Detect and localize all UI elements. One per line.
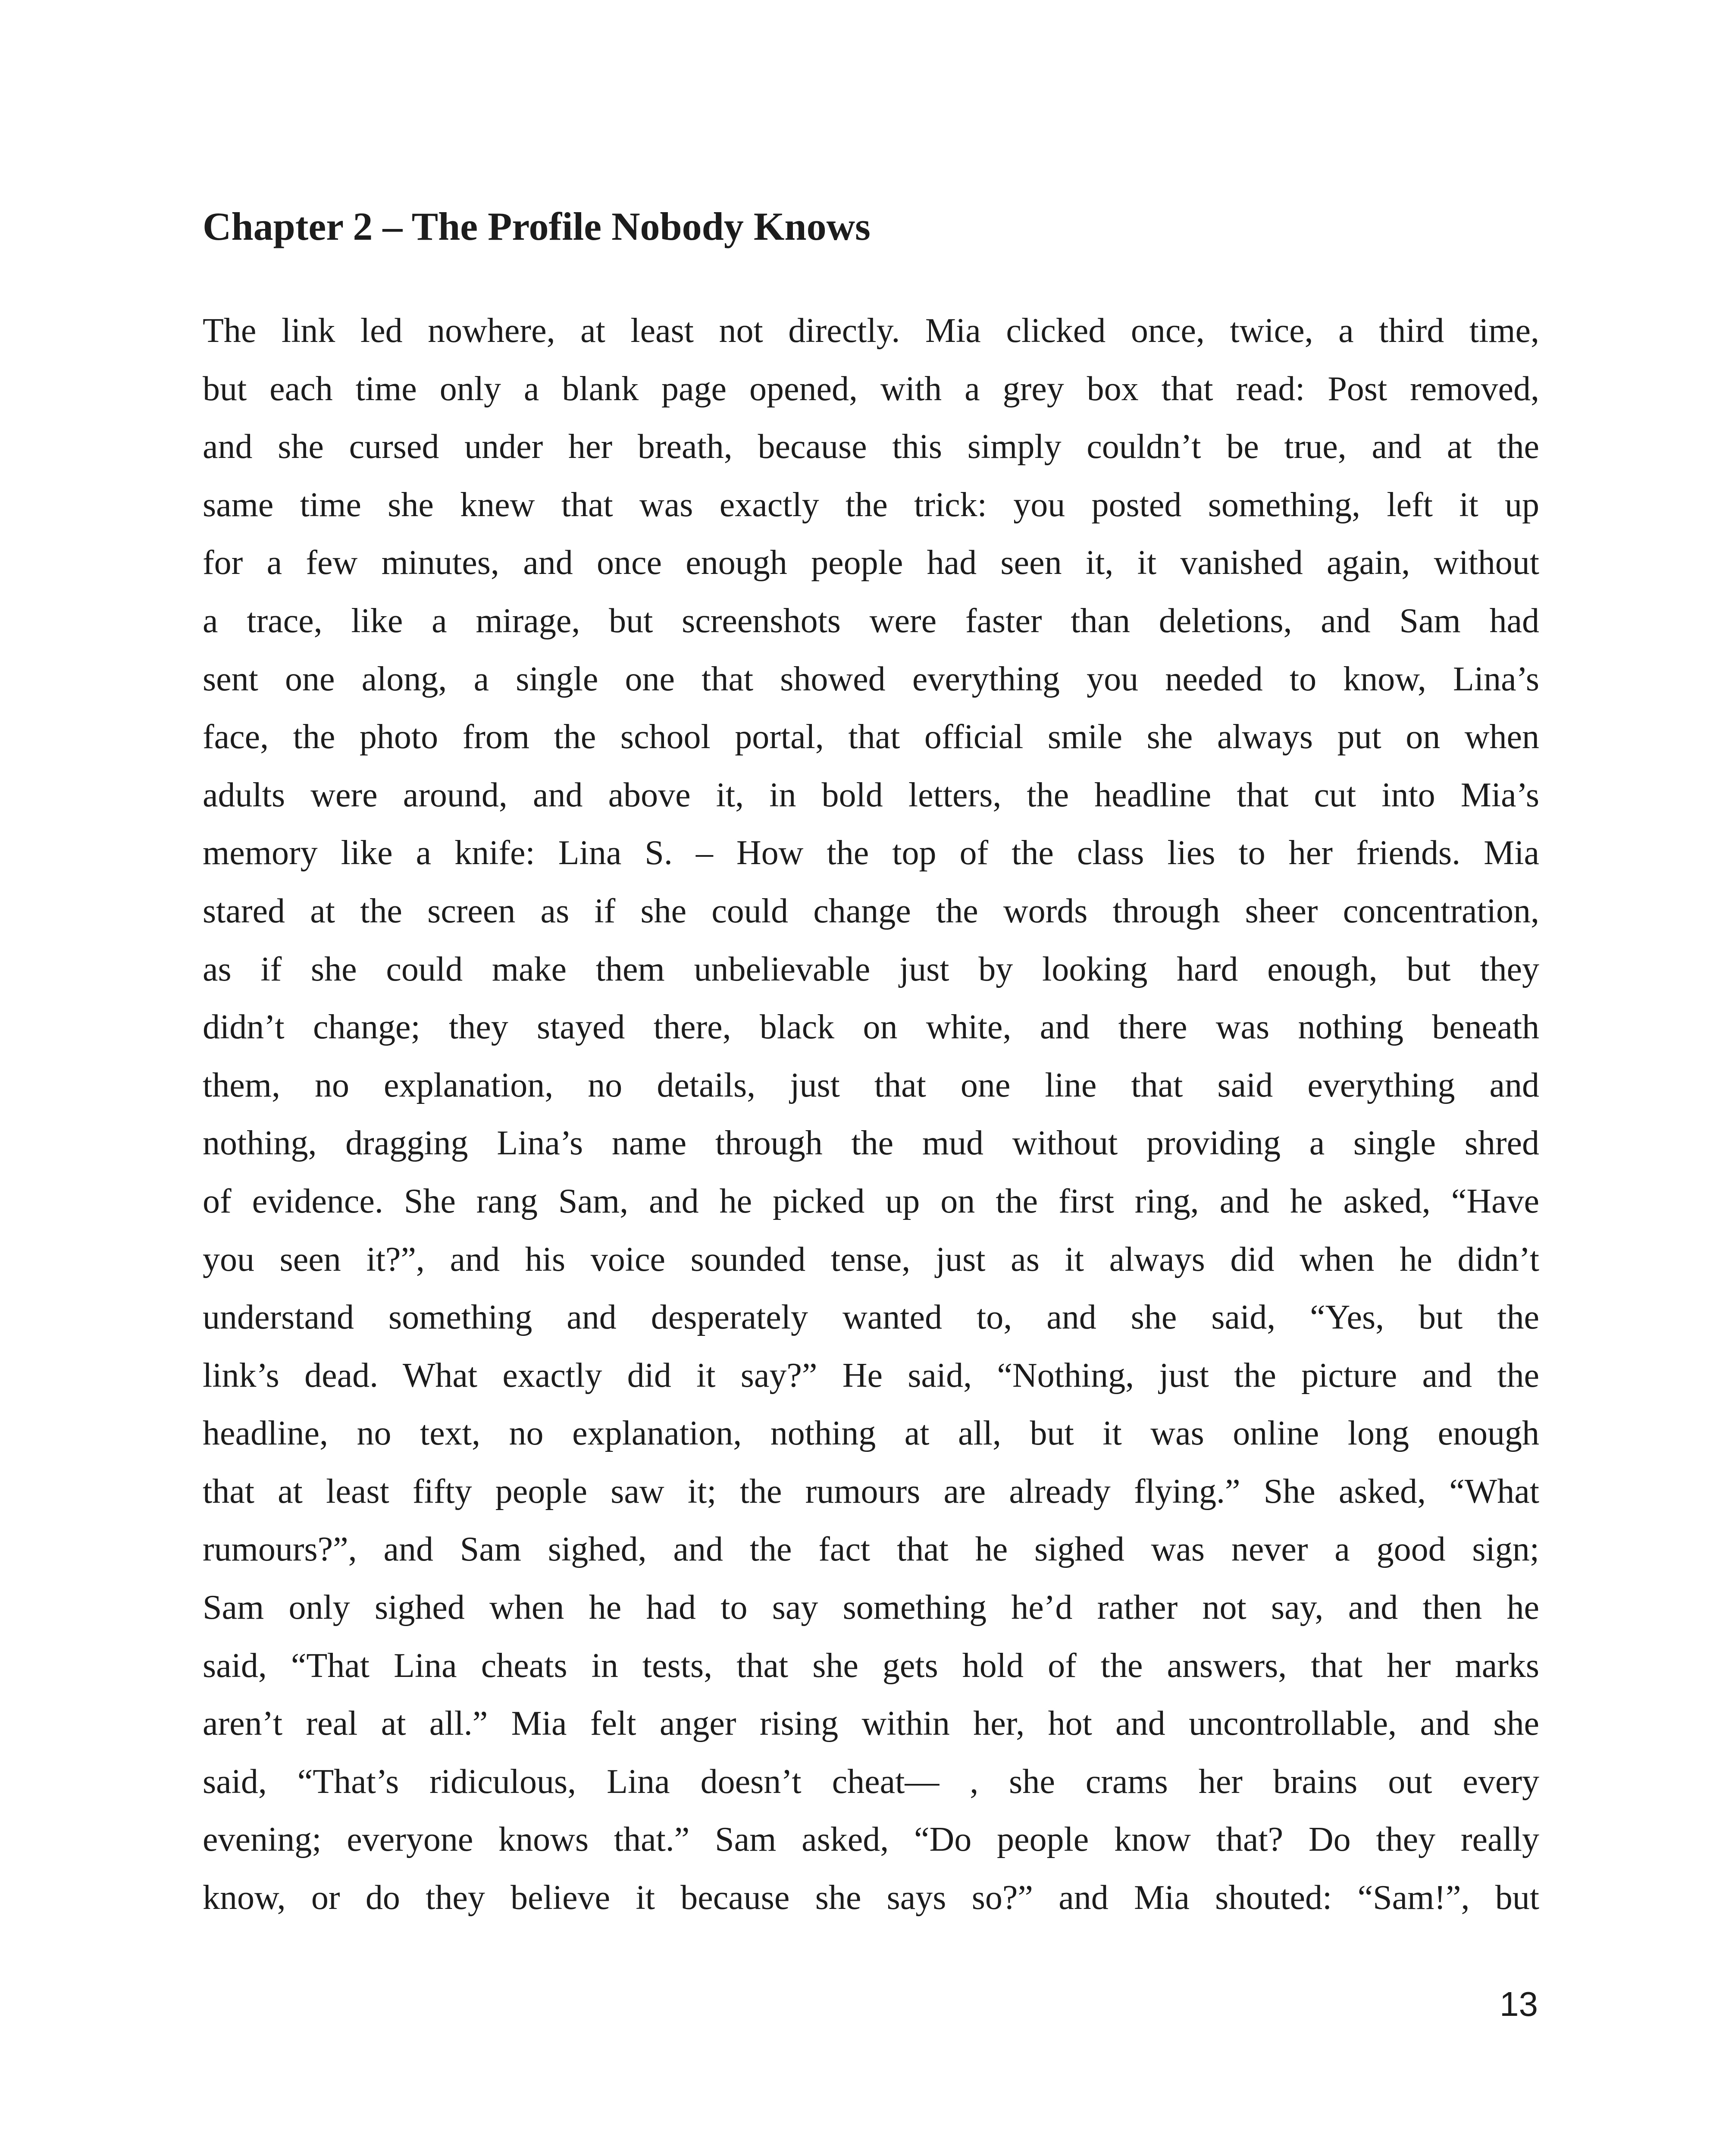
body-line: said, “That Lina cheats in tests, that she gets hold of the answers, that her marks [203, 1646, 1539, 1685]
chapter-title: Chapter 2 – The Profile Nobody Knows [203, 204, 871, 248]
body-line: of evidence. She rang Sam, and he picked up on the first ring, and he asked, “Have [203, 1182, 1539, 1220]
body-line: a trace, like a mirage, but screenshots were faster than deletions, and Sam had [203, 602, 1539, 640]
body-line: sent one along, a single one that showed everything you needed to know, Lina’s [203, 660, 1539, 698]
body-line: aren’t real at all.” Mia felt anger rising within her, hot and uncontrollable, and she [203, 1705, 1539, 1743]
body-line: know, or do they believe it because she says so?” and Mia shouted: “Sam!”, but [203, 1879, 1539, 1917]
body-line: link’s dead. What exactly did it say?” He said, “Nothing, just the picture and the [203, 1356, 1539, 1395]
body-line: evening; everyone knows that.” Sam asked, “Do people know that? Do they really [203, 1821, 1539, 1859]
body-line: understand something and desperately wanted to, and she said, “Yes, but the [203, 1298, 1539, 1337]
body-line: that at least fifty people saw it; the rumours are already flying.” She asked, “What [203, 1472, 1539, 1510]
body-line: The link led nowhere, at least not directly. Mia clicked once, twice, a third time, [203, 312, 1539, 350]
page-number: 13 [1500, 1985, 1538, 2023]
body-line: and she cursed under her breath, because this simply couldn’t be true, and at the [203, 428, 1539, 466]
body-line: stared at the screen as if she could change the words through sheer concentration, [203, 892, 1539, 930]
body-line: said, “That’s ridiculous, Lina doesn’t cheat— , she crams her brains out every [203, 1762, 1539, 1801]
body-line: nothing, dragging Lina’s name through the mud without providing a single shred [203, 1124, 1539, 1163]
body-line: headline, no text, no explanation, nothing at all, but it was online long enough [203, 1414, 1539, 1453]
body-line: same time she knew that was exactly the trick: you posted something, left it up [203, 486, 1539, 524]
body-line: adults were around, and above it, in bold letters, the headline that cut into Mia’s [203, 776, 1539, 814]
body-line: face, the photo from the school portal, that official smile she always put on when [203, 718, 1539, 756]
body-line: Sam only sighed when he had to say something he’d rather not say, and then he [203, 1589, 1539, 1627]
body-line: as if she could make them unbelievable just by looking hard enough, but they [203, 950, 1539, 988]
body-line: them, no explanation, no details, just that one line that said everything and [203, 1066, 1539, 1104]
body-line: you seen it?”, and his voice sounded tense, just as it always did when he didn’t [203, 1240, 1539, 1279]
body-line: rumours?”, and Sam sighed, and the fact that he sighed was never a good sign; [203, 1530, 1539, 1569]
body-line: didn’t change; they stayed there, black on white, and there was nothing beneath [203, 1008, 1539, 1047]
body-line: for a few minutes, and once enough people had seen it, it vanished again, without [203, 544, 1539, 582]
body-line: but each time only a blank page opened, with a grey box that read: Post removed, [203, 370, 1539, 408]
body-paragraph [203, 302, 1539, 1927]
body-line: memory like a knife: Lina S. – How the top of the class lies to her friends. Mia [203, 834, 1539, 872]
